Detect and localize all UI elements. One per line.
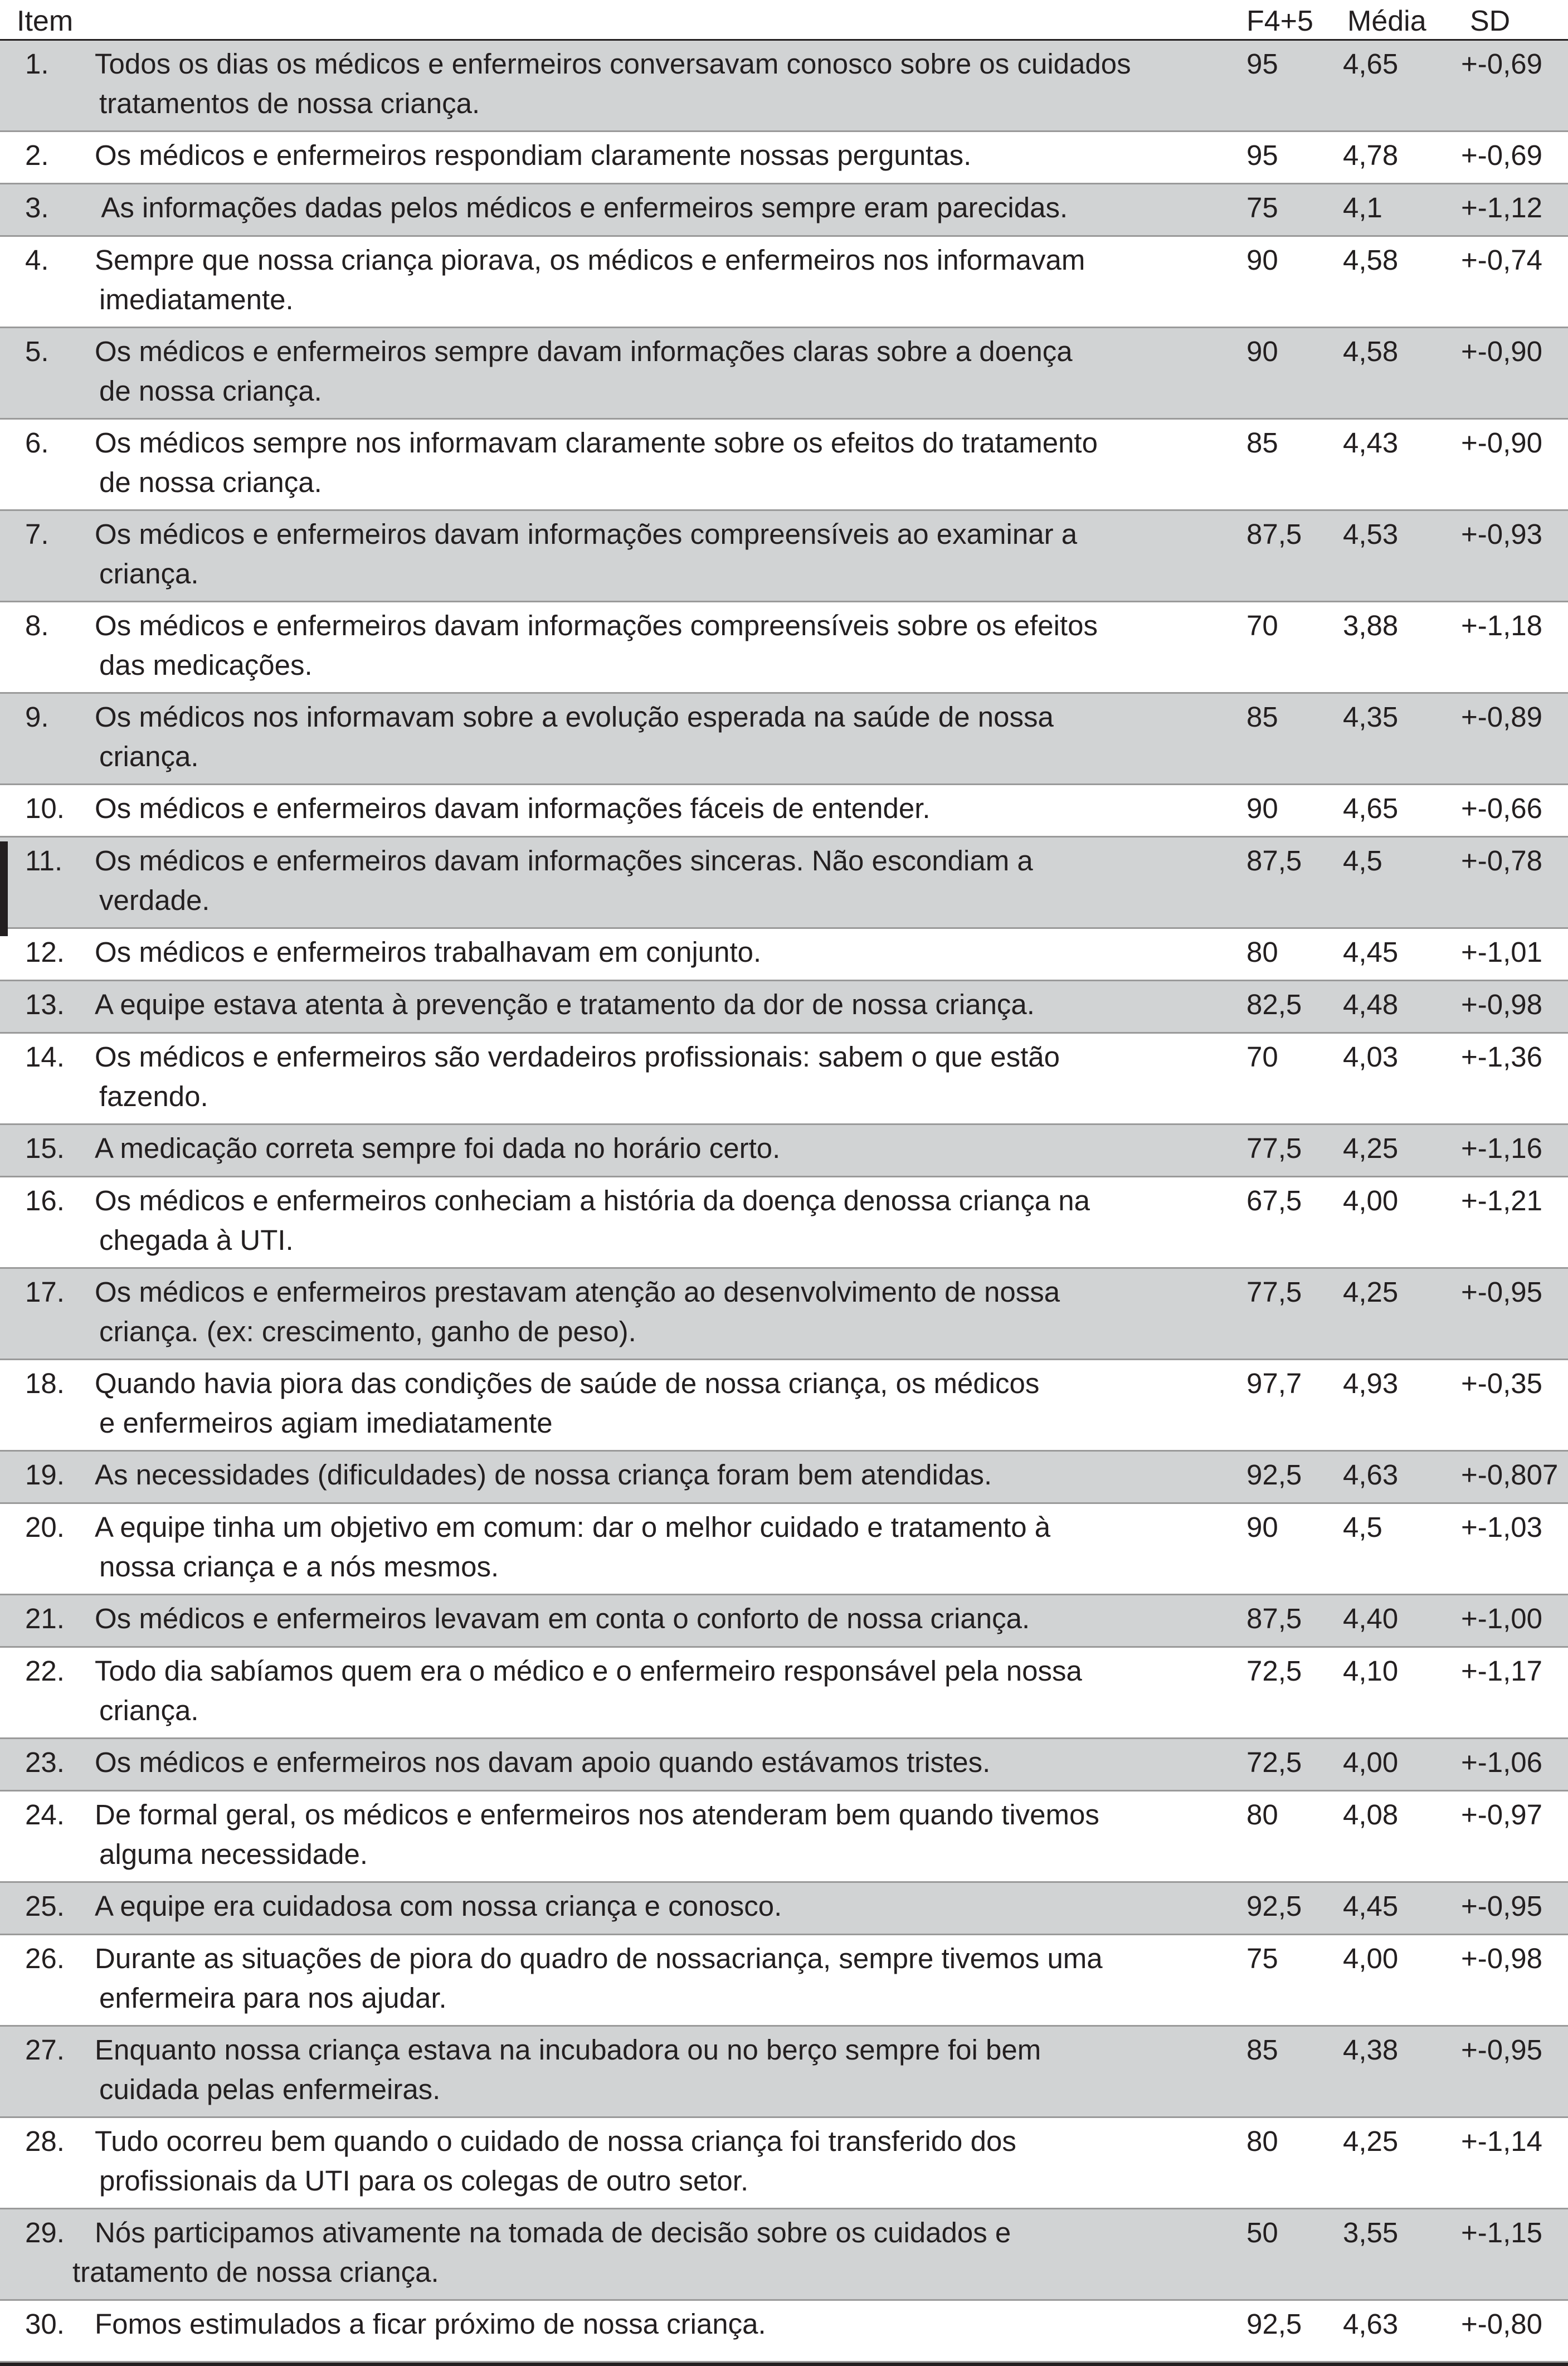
media-value: 4,48	[1343, 989, 1399, 1020]
item-number: 26.	[25, 1943, 65, 1974]
table-row	[0, 1883, 1568, 1935]
sd-value: +-1,36	[1461, 1041, 1543, 1073]
table-row	[0, 1269, 1568, 1360]
table-row	[0, 838, 1568, 929]
media-value: 4,25	[1343, 2125, 1399, 2157]
f45-value: 67,5	[1246, 1185, 1302, 1216]
item-text-line: enfermeira para nos ajudar.	[99, 1982, 447, 2014]
media-value: 4,1	[1343, 192, 1382, 223]
table-row	[0, 602, 1568, 694]
table-row	[0, 1739, 1568, 1791]
item-number: 10.	[25, 792, 65, 824]
f45-value: 72,5	[1246, 1655, 1302, 1687]
header-f45: F4+5	[1246, 5, 1313, 37]
sd-value: +-1,14	[1461, 2125, 1543, 2157]
media-value: 4,03	[1343, 1041, 1399, 1073]
item-text-line: Fomos estimulados a ficar próximo de nossa criança.	[95, 2308, 766, 2340]
item-text-line: Os médicos e enfermeiros conheciam a história da doença denossa criança na	[95, 1185, 1090, 1216]
item-text-line: de nossa criança.	[99, 466, 322, 498]
table-row	[0, 328, 1568, 420]
item-text-line: Os médicos e enfermeiros sempre davam informações claras sobre a doença	[95, 335, 1073, 367]
media-value: 4,63	[1343, 2308, 1399, 2340]
media-value: 3,88	[1343, 610, 1399, 641]
item-text-line: criança.	[99, 558, 199, 590]
item-text-line: Todo dia sabíamos quem era o médico e o enfermeiro responsável pela nossa	[95, 1655, 1082, 1687]
f45-value: 85	[1246, 701, 1278, 733]
f45-value: 80	[1246, 2125, 1278, 2157]
sd-value: +-0,74	[1461, 244, 1543, 276]
item-number: 28.	[25, 2125, 65, 2157]
sd-value: +-0,89	[1461, 701, 1543, 733]
item-text-line: Os médicos e enfermeiros davam informações compreensíveis ao examinar a	[95, 518, 1078, 550]
item-text-line: Os médicos e enfermeiros davam informações fáceis de entender.	[95, 792, 931, 824]
table-row	[0, 184, 1568, 237]
item-number: 17.	[25, 1276, 65, 1308]
item-number: 25.	[25, 1890, 65, 1922]
item-text-line: Os médicos e enfermeiros trabalhavam em conjunto.	[95, 936, 762, 968]
media-value: 4,10	[1343, 1655, 1399, 1687]
item-number: 18.	[25, 1367, 65, 1399]
f45-value: 85	[1246, 2034, 1278, 2066]
sd-value: +-0,78	[1461, 845, 1543, 877]
table-row	[0, 2209, 1568, 2301]
table-row	[0, 785, 1568, 838]
f45-value: 80	[1246, 936, 1278, 968]
item-number: 16.	[25, 1185, 65, 1216]
item-number: 21.	[25, 1603, 65, 1634]
sd-value: +-1,06	[1461, 1746, 1543, 1778]
table-row	[0, 1935, 1568, 2027]
table-row	[0, 2027, 1568, 2118]
item-text-line: Os médicos e enfermeiros davam informações compreensíveis sobre os efeitos	[95, 610, 1098, 641]
media-value: 4,5	[1343, 845, 1382, 877]
f45-value: 92,5	[1246, 2308, 1302, 2340]
media-value: 4,53	[1343, 518, 1399, 550]
item-number: 8.	[25, 610, 49, 641]
sd-value: +-1,00	[1461, 1603, 1543, 1634]
table-row	[0, 981, 1568, 1034]
item-text-line: criança. (ex: crescimento, ganho de peso).	[99, 1316, 636, 1347]
table-row	[0, 694, 1568, 785]
table-row	[0, 1452, 1568, 1504]
sd-value: +-0,69	[1461, 139, 1543, 171]
f45-value: 77,5	[1246, 1132, 1302, 1164]
f45-value: 75	[1246, 1943, 1278, 1974]
item-text-line: As informações dadas pelos médicos e enfermeiros sempre eram parecidas.	[95, 192, 1068, 223]
f45-value: 70	[1246, 1041, 1278, 1073]
item-number: 22.	[25, 1655, 65, 1687]
media-value: 4,65	[1343, 48, 1399, 80]
table-row	[0, 2118, 1568, 2209]
item-text-line: Os médicos nos informavam sobre a evolução esperada na saúde de nossa	[95, 701, 1054, 733]
item-text-line: e enfermeiros agiam imediatamente	[99, 1407, 553, 1439]
item-text-line: Quando havia piora das condições de saúde de nossa criança, os médicos	[95, 1367, 1040, 1399]
item-text-line: A equipe tinha um objetivo em comum: dar o melhor cuidado e tratamento à	[95, 1511, 1051, 1543]
f45-value: 90	[1246, 1511, 1278, 1543]
table-row	[0, 1177, 1568, 1269]
f45-value: 50	[1246, 2217, 1278, 2248]
item-text-line: tratamentos de nossa criança.	[99, 87, 480, 119]
sd-value: +-1,12	[1461, 192, 1543, 223]
item-text-line: A medicação correta sempre foi dada no horário certo.	[95, 1132, 781, 1164]
item-text-line: criança.	[99, 741, 199, 772]
item-text-line: fazendo.	[99, 1080, 208, 1112]
f45-value: 82,5	[1246, 989, 1302, 1020]
media-value: 4,5	[1343, 1511, 1382, 1543]
item-text-line: Durante as situações de piora do quadro de nossacriança, sempre tivemos uma	[95, 1943, 1103, 1974]
f45-value: 97,7	[1246, 1367, 1302, 1399]
table-row	[0, 1125, 1568, 1177]
sd-value: +-1,17	[1461, 1655, 1543, 1687]
item-text-line: tratamento de nossa criança.	[72, 2256, 439, 2288]
sd-value: +-0,95	[1461, 1276, 1543, 1308]
item-number: 11.	[25, 845, 63, 877]
item-number: 29.	[25, 2217, 65, 2248]
header-sd: SD	[1470, 5, 1511, 37]
sd-value: +-0,69	[1461, 48, 1543, 80]
item-text-line: De formal geral, os médicos e enfermeiros nos atenderam bem quando tivemos	[95, 1799, 1099, 1831]
media-value: 4,43	[1343, 427, 1399, 459]
item-number: 7.	[25, 518, 49, 550]
item-number: 3.	[25, 192, 49, 223]
item-text-line: As necessidades (dificuldades) de nossa criança foram bem atendidas.	[95, 1459, 992, 1491]
sd-value: +-0,90	[1461, 427, 1543, 459]
item-text-line: cuidada pelas enfermeiras.	[99, 2073, 441, 2105]
item-text-line: Os médicos e enfermeiros respondiam claramente nossas perguntas.	[95, 139, 972, 171]
table-row	[0, 511, 1568, 602]
media-value: 4,65	[1343, 792, 1399, 824]
item-text-line: criança.	[99, 1695, 199, 1726]
f45-value: 95	[1246, 48, 1278, 80]
item-number: 24.	[25, 1799, 65, 1831]
sd-value: +-0,35	[1461, 1367, 1543, 1399]
f45-value: 75	[1246, 192, 1278, 223]
f45-value: 70	[1246, 610, 1278, 641]
media-value: 4,00	[1343, 1746, 1399, 1778]
media-value: 4,58	[1343, 335, 1399, 367]
sd-value: +-0,98	[1461, 989, 1543, 1020]
media-value: 4,00	[1343, 1943, 1399, 1974]
media-value: 4,35	[1343, 701, 1399, 733]
table-row	[0, 41, 1568, 132]
header-media: Média	[1347, 5, 1426, 37]
media-value: 4,78	[1343, 139, 1399, 171]
f45-value: 95	[1246, 139, 1278, 171]
sd-value: +-0,97	[1461, 1799, 1543, 1831]
media-value: 4,58	[1343, 244, 1399, 276]
item-text-line: verdade.	[99, 884, 210, 916]
table-header	[0, 0, 1568, 41]
media-value: 4,38	[1343, 2034, 1399, 2066]
f45-value: 92,5	[1246, 1459, 1302, 1491]
media-value: 4,40	[1343, 1603, 1399, 1634]
sd-value: +-0,95	[1461, 2034, 1543, 2066]
item-number: 9.	[25, 701, 49, 733]
media-value: 4,93	[1343, 1367, 1399, 1399]
item-number: 19.	[25, 1459, 65, 1491]
f45-value: 80	[1246, 1799, 1278, 1831]
media-value: 4,45	[1343, 1890, 1399, 1922]
sd-value: +-1,16	[1461, 1132, 1543, 1164]
table-row	[0, 2301, 1568, 2363]
item-text-line: de nossa criança.	[99, 375, 322, 407]
item-text-line: Os médicos e enfermeiros prestavam atenção ao desenvolvimento de nossa	[95, 1276, 1060, 1308]
margin-mark	[0, 841, 8, 936]
table-row	[0, 132, 1568, 184]
table-row	[0, 237, 1568, 328]
item-number: 20.	[25, 1511, 65, 1543]
table-row	[0, 1595, 1568, 1648]
sd-value: +-1,03	[1461, 1511, 1543, 1543]
f45-value: 85	[1246, 427, 1278, 459]
item-text-line: Nós participamos ativamente na tomada de decisão sobre os cuidados e	[95, 2217, 1011, 2248]
sd-value: +-1,01	[1461, 936, 1543, 968]
table-row	[0, 1648, 1568, 1739]
f45-value: 87,5	[1246, 845, 1302, 877]
item-number: 15.	[25, 1132, 65, 1164]
media-value: 4,00	[1343, 1185, 1399, 1216]
table-row	[0, 420, 1568, 511]
f45-value: 90	[1246, 244, 1278, 276]
f45-value: 87,5	[1246, 1603, 1302, 1634]
table-row	[0, 1034, 1568, 1125]
table-row	[0, 1360, 1568, 1452]
sd-value: +-1,15	[1461, 2217, 1543, 2248]
item-number: 6.	[25, 427, 49, 459]
item-number: 14.	[25, 1041, 65, 1073]
f45-value: 72,5	[1246, 1746, 1302, 1778]
sd-value: +-1,18	[1461, 610, 1543, 641]
item-text-line: Enquanto nossa criança estava na incubadora ou no berço sempre foi bem	[95, 2034, 1041, 2066]
item-number: 5.	[25, 335, 49, 367]
item-text-line: Tudo ocorreu bem quando o cuidado de nossa criança foi transferido dos	[95, 2125, 1016, 2157]
sd-value: +-1,21	[1461, 1185, 1543, 1216]
media-value: 4,25	[1343, 1132, 1399, 1164]
item-number: 4.	[25, 244, 49, 276]
item-number: 23.	[25, 1746, 65, 1778]
item-text-line: Os médicos sempre nos informavam claramente sobre os efeitos do tratamento	[95, 427, 1098, 459]
sd-value: +-0,95	[1461, 1890, 1543, 1922]
f45-value: 90	[1246, 792, 1278, 824]
sd-value: +-0,80	[1461, 2308, 1543, 2340]
f45-value: 90	[1246, 335, 1278, 367]
item-text-line: Os médicos e enfermeiros davam informações sinceras. Não escondiam a	[95, 845, 1033, 877]
item-text-line: alguma necessidade.	[99, 1838, 368, 1870]
sd-value: +-0,98	[1461, 1943, 1543, 1974]
sd-value: +-0,93	[1461, 518, 1543, 550]
item-text-line: nossa criança e a nós mesmos.	[99, 1551, 499, 1583]
item-number: 2.	[25, 139, 49, 171]
item-text-line: profissionais da UTI para os colegas de outro setor.	[99, 2165, 749, 2197]
table-row	[0, 1504, 1568, 1595]
item-text-line: A equipe estava atenta à prevenção e tratamento da dor de nossa criança.	[95, 989, 1035, 1020]
sd-value: +-0,90	[1461, 335, 1543, 367]
f45-value: 77,5	[1246, 1276, 1302, 1308]
item-text-line: A equipe era cuidadosa com nossa criança e conosco.	[95, 1890, 782, 1922]
item-text-line: das medicações.	[99, 649, 313, 681]
item-text-line: Os médicos e enfermeiros nos davam apoio quando estávamos tristes.	[95, 1746, 991, 1778]
item-text-line: Os médicos e enfermeiros são verdadeiros profissionais: sabem o que estão	[95, 1041, 1060, 1073]
sd-value: +-0,66	[1461, 792, 1543, 824]
item-number: 27.	[25, 2034, 65, 2066]
item-number: 12.	[25, 936, 65, 968]
item-text-line: Os médicos e enfermeiros levavam em conta o conforto de nossa criança.	[95, 1603, 1030, 1634]
item-text-line: Sempre que nossa criança piorava, os médicos e enfermeiros nos informavam	[95, 244, 1085, 276]
item-text-line: chegada à UTI.	[99, 1224, 294, 1256]
item-number: 13.	[25, 989, 65, 1020]
bottom-rule	[0, 2363, 1568, 2366]
table-row	[0, 929, 1568, 981]
item-text-line: imediatamente.	[99, 284, 294, 315]
item-text-line: Todos os dias os médicos e enfermeiros conversavam conosco sobre os cuidados	[95, 48, 1131, 80]
sd-value: +-0,807	[1461, 1459, 1559, 1491]
media-value: 4,25	[1343, 1276, 1399, 1308]
media-value: 4,45	[1343, 936, 1399, 968]
media-value: 4,08	[1343, 1799, 1399, 1831]
f45-value: 92,5	[1246, 1890, 1302, 1922]
f45-value: 87,5	[1246, 518, 1302, 550]
item-number: 1.	[25, 48, 49, 80]
header-item: Item	[17, 5, 74, 37]
media-value: 3,55	[1343, 2217, 1399, 2248]
media-value: 4,63	[1343, 1459, 1399, 1491]
item-number: 30.	[25, 2308, 65, 2340]
table-row	[0, 1791, 1568, 1883]
